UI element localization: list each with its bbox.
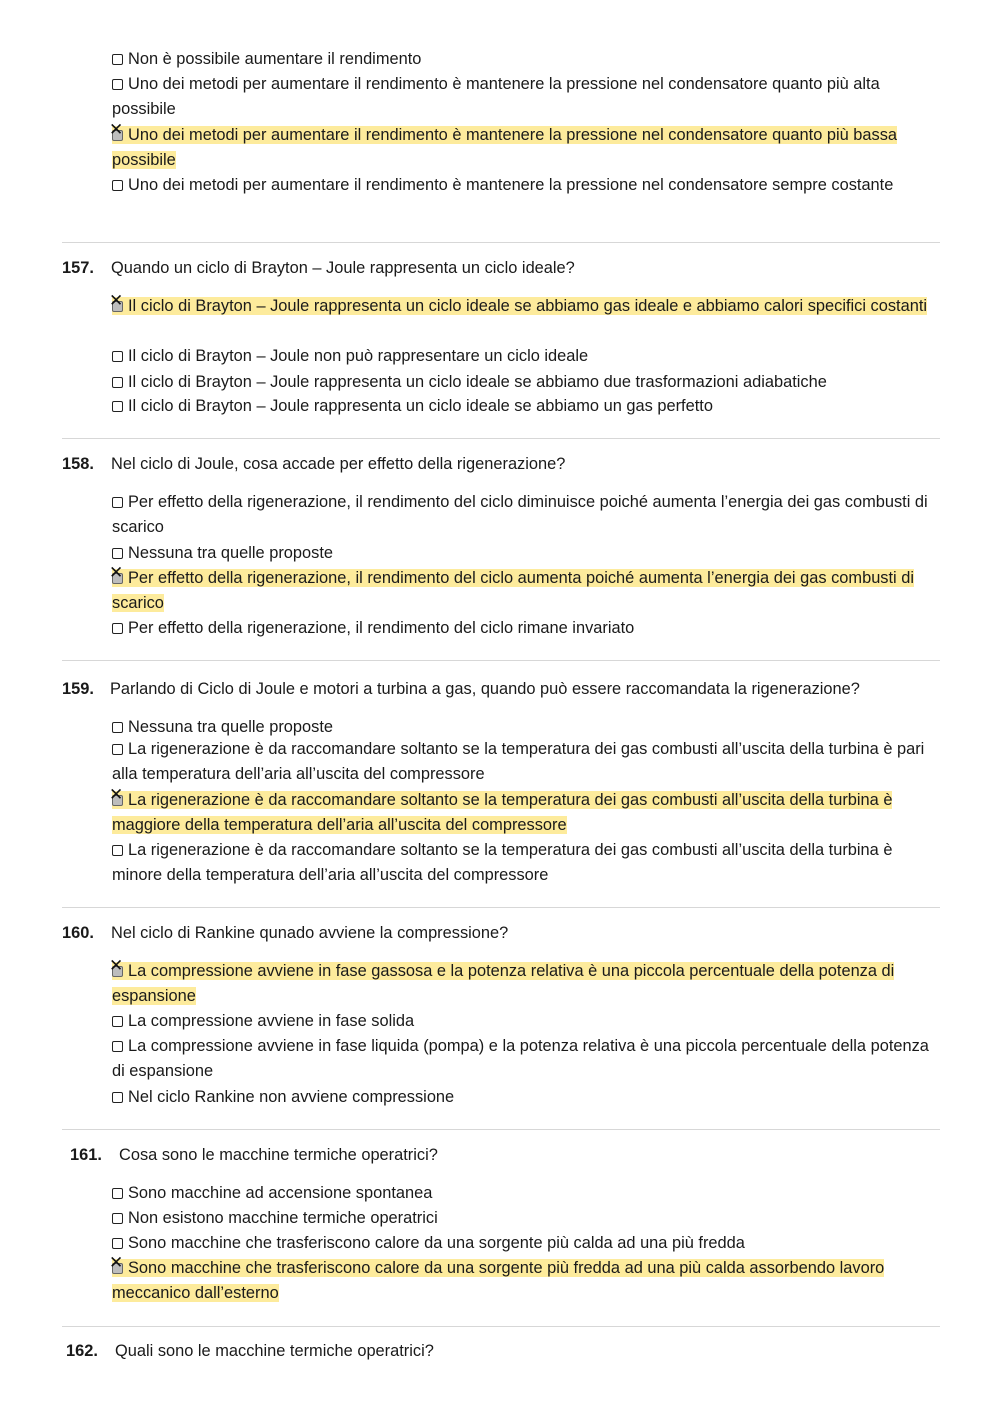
option-checkbox[interactable] (112, 1231, 942, 1256)
divider (62, 660, 940, 661)
option-text: La rigenerazione è da raccomandare soltanto se la temperatura dei gas combusti all’uscita della turbina è maggiore della temperatura dell’aria all’uscita del compressore (112, 791, 893, 835)
option-text: Per effetto della rigenerazione, il rendimento del ciclo diminuisce poiché aumenta l’energia dei gas combusti di scarico (112, 493, 928, 537)
checkbox-icon[interactable] (112, 744, 123, 755)
option-checkbox[interactable] (112, 541, 942, 566)
checkbox-icon[interactable] (112, 1016, 123, 1027)
divider (62, 1129, 940, 1130)
question-text: Cosa sono le macchine termiche operatrici? (119, 1146, 438, 1164)
checkbox-icon[interactable] (112, 1092, 123, 1103)
option-text: Sono macchine che trasferiscono calore da una sorgente più fredda ad una più calda assorbendo lavoro meccanico dall’esterno (112, 1259, 885, 1303)
option-checkbox[interactable] (112, 616, 942, 641)
option-text: Il ciclo di Brayton – Joule non può rappresentare un ciclo ideale (128, 347, 589, 365)
checkbox-icon[interactable] (112, 1213, 123, 1224)
question-number: 162. (66, 1342, 98, 1360)
option-checkbox[interactable] (112, 173, 942, 198)
checkbox-icon[interactable] (112, 351, 123, 362)
checkbox-icon[interactable] (112, 1238, 123, 1249)
checkbox-icon[interactable] (112, 1041, 123, 1052)
option-text: Il ciclo di Brayton – Joule rappresenta un ciclo ideale se abbiamo un gas perfetto (128, 397, 713, 415)
option-checkbox[interactable] (112, 1085, 942, 1110)
checkbox-icon[interactable] (112, 1188, 123, 1199)
option-checkbox-selected[interactable] (112, 788, 942, 838)
divider (62, 1326, 940, 1327)
option-text: Il ciclo di Brayton – Joule rappresenta un ciclo ideale se abbiamo due trasformazioni adiabatiche (128, 373, 827, 391)
option-checkbox[interactable] (112, 490, 942, 540)
checked-checkbox-icon[interactable] (112, 1263, 123, 1274)
option-text: Nessuna tra quelle proposte (128, 718, 334, 736)
option-text: La compressione avviene in fase solida (128, 1012, 415, 1030)
question-text: Quali sono le macchine termiche operatrici? (115, 1342, 434, 1360)
option-checkbox-selected[interactable] (112, 1256, 942, 1306)
option-checkbox[interactable] (112, 1206, 942, 1231)
checked-checkbox-icon[interactable] (112, 795, 123, 806)
option-checkbox[interactable] (112, 47, 942, 72)
option-text: La compressione avviene in fase gassosa e la potenza relativa è una piccola percentuale della potenza di espansione (112, 962, 895, 1006)
checkbox-icon[interactable] (112, 54, 123, 65)
question-text: Nel ciclo di Joule, cosa accade per effetto della rigenerazione? (111, 455, 566, 473)
option-text: Nessuna tra quelle proposte (128, 544, 334, 562)
option-text: La rigenerazione è da raccomandare soltanto se la temperatura dei gas combusti all’uscita della turbina è pari alla temperatura dell’aria all’uscita del compressore (112, 740, 925, 784)
option-text: La compressione avviene in fase liquida (pompa) e la potenza relativa è una piccola percentuale della potenza di espansione (112, 1037, 929, 1081)
question-text: Quando un ciclo di Brayton – Joule rappresenta un ciclo ideale? (111, 259, 575, 277)
checkbox-icon[interactable] (112, 79, 123, 90)
option-checkbox-selected[interactable] (112, 566, 942, 616)
option-checkbox-selected[interactable] (112, 959, 942, 1009)
option-text: Per effetto della rigenerazione, il rendimento del ciclo rimane invariato (128, 619, 635, 637)
checkbox-icon[interactable] (112, 401, 123, 412)
checkbox-icon[interactable] (112, 548, 123, 559)
option-checkbox-selected[interactable] (112, 294, 942, 319)
checked-checkbox-icon[interactable] (112, 130, 123, 141)
question-number: 159. (62, 680, 94, 698)
option-checkbox[interactable] (112, 1009, 942, 1034)
checkbox-icon[interactable] (112, 623, 123, 634)
question-number: 157. (62, 259, 94, 277)
option-text: Sono macchine che trasferiscono calore da una sorgente più calda ad una più fredda (128, 1234, 745, 1252)
checked-checkbox-icon[interactable] (112, 573, 123, 584)
divider (62, 907, 940, 908)
option-text: Uno dei metodi per aumentare il rendimento è mantenere la pressione nel condensatore quanto più bassa possibile (112, 126, 898, 170)
option-text: La rigenerazione è da raccomandare soltanto se la temperatura dei gas combusti all’uscita della turbina è minore della temperatura dell’aria all’uscita del compressore (112, 841, 893, 885)
option-text: Il ciclo di Brayton – Joule rappresenta un ciclo ideale se abbiamo gas ideale e abbiamo calori specifici costanti (128, 297, 928, 315)
option-checkbox-selected[interactable] (112, 123, 942, 173)
option-checkbox[interactable] (112, 370, 942, 395)
divider (62, 438, 940, 439)
option-checkbox[interactable] (112, 72, 942, 122)
checkbox-icon[interactable] (112, 180, 123, 191)
option-text: Non è possibile aumentare il rendimento (128, 50, 422, 68)
option-text: Per effetto della rigenerazione, il rendimento del ciclo aumenta poiché aumenta l’energia dei gas combusti di scarico (112, 569, 915, 613)
option-checkbox[interactable] (112, 344, 942, 369)
option-checkbox[interactable] (112, 838, 942, 888)
option-text: Nel ciclo Rankine non avviene compressione (128, 1088, 455, 1106)
option-checkbox[interactable] (112, 1034, 942, 1084)
question-number: 158. (62, 455, 94, 473)
question-text: Nel ciclo di Rankine qunado avviene la compressione? (111, 924, 509, 942)
option-text: Uno dei metodi per aumentare il rendimento è mantenere la pressione nel condensatore quanto più alta possibile (112, 75, 880, 119)
checkbox-icon[interactable] (112, 377, 123, 388)
option-checkbox[interactable] (112, 737, 942, 787)
option-text: Uno dei metodi per aumentare il rendimento è mantenere la pressione nel condensatore sempre costante (128, 176, 894, 194)
option-text: Non esistono macchine termiche operatrici (128, 1209, 438, 1227)
checkbox-icon[interactable] (112, 722, 123, 733)
question-text: Parlando di Ciclo di Joule e motori a turbina a gas, quando può essere raccomandata la rigenerazione? (110, 680, 860, 698)
checkbox-icon[interactable] (112, 497, 123, 508)
option-text: Sono macchine ad accensione spontanea (128, 1184, 433, 1202)
option-checkbox[interactable] (112, 1181, 942, 1206)
checked-checkbox-icon[interactable] (112, 966, 123, 977)
question-number: 160. (62, 924, 94, 942)
divider (62, 242, 940, 243)
question-number: 161. (70, 1146, 102, 1164)
checked-checkbox-icon[interactable] (112, 301, 123, 312)
option-checkbox[interactable] (112, 394, 942, 419)
checkbox-icon[interactable] (112, 845, 123, 856)
